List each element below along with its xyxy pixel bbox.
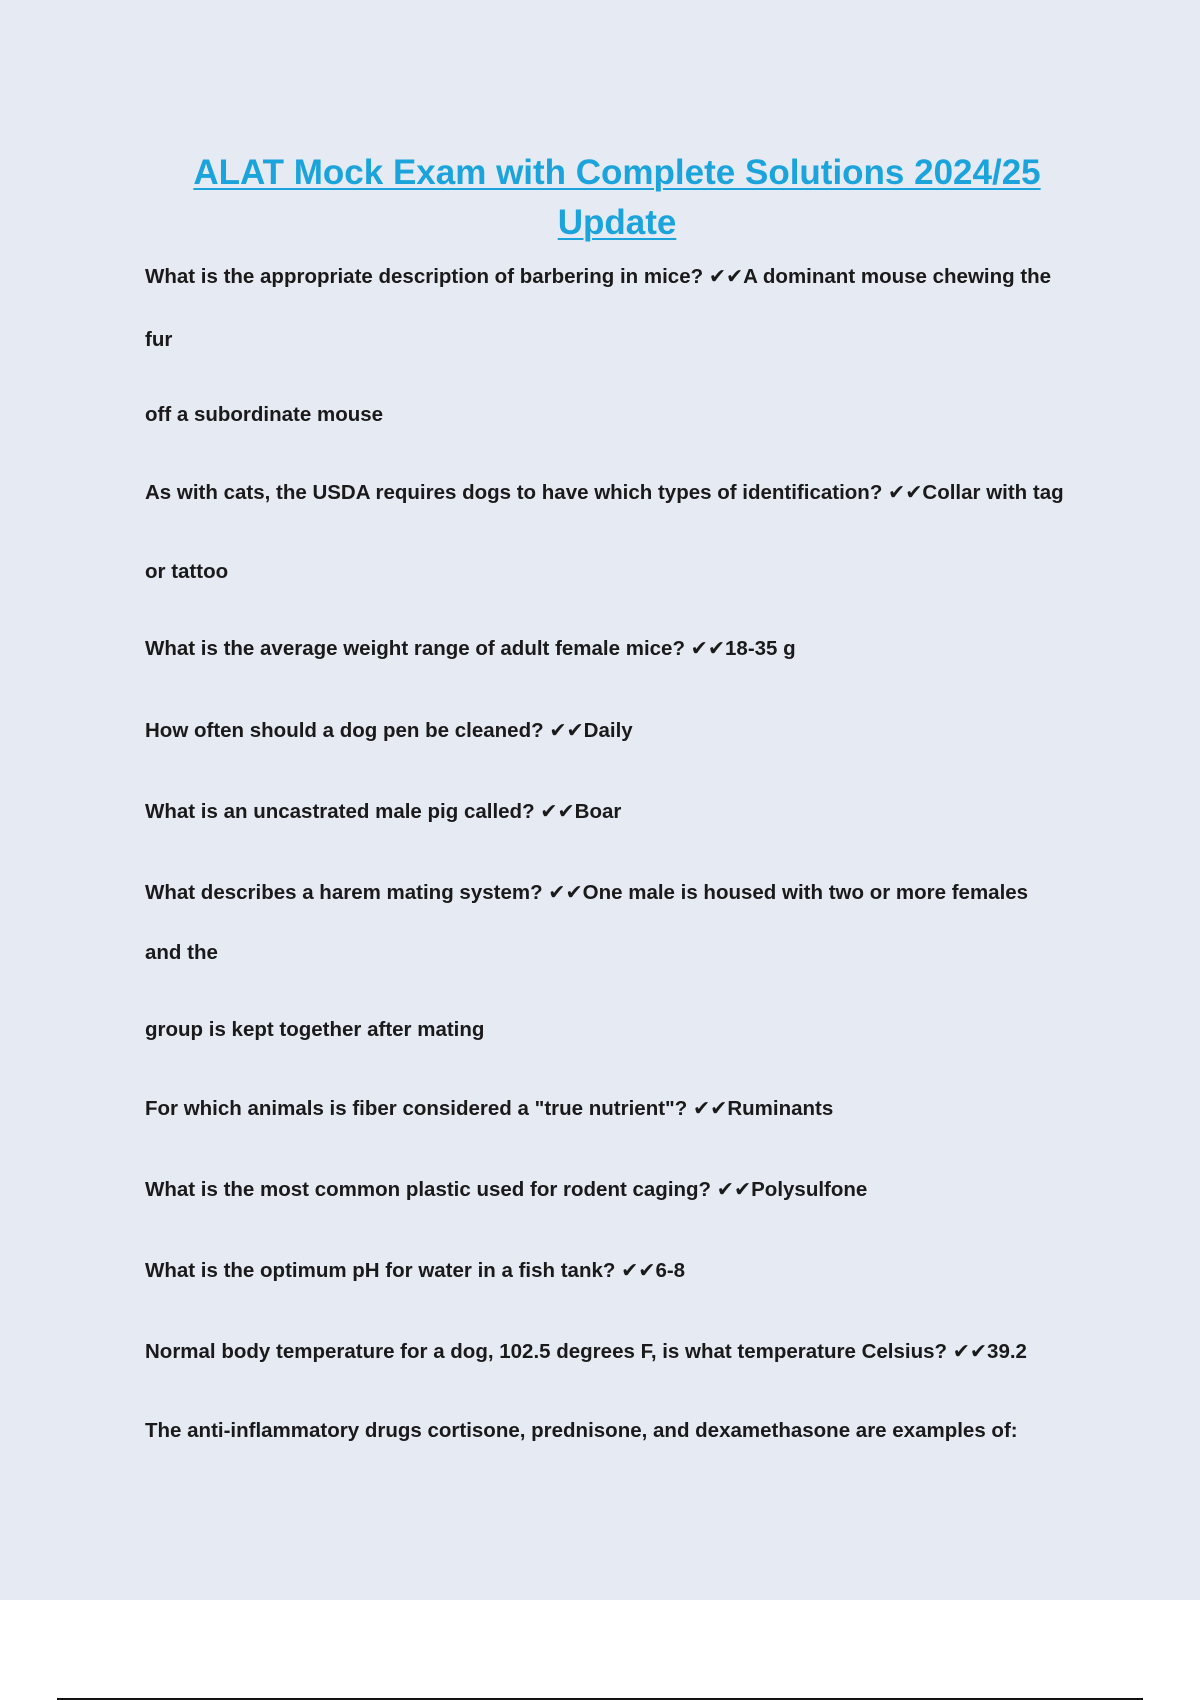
text-line: and the <box>145 941 218 964</box>
text-line: What is an uncastrated male pig called? ✔✔Boar <box>145 800 622 823</box>
document-title <box>0 148 1200 248</box>
text-line: What is the average weight range of adult female mice? ✔✔18-35 g <box>145 637 796 660</box>
title-line-1: ALAT Mock Exam with Complete Solutions 2024/25 <box>193 153 1041 192</box>
text-line: For which animals is fiber considered a "true nutrient"? ✔✔Ruminants <box>145 1097 834 1120</box>
text-line: fur <box>145 328 173 351</box>
text-line: Normal body temperature for a dog, 102.5 degrees F, is what temperature Celsius? ✔✔39.2 <box>145 1340 1027 1363</box>
text-line: or tattoo <box>145 560 229 583</box>
text-line: What is the appropriate description of barbering in mice? ✔✔A dominant mouse chewing the <box>145 265 1052 288</box>
text-line: off a subordinate mouse <box>145 403 384 426</box>
text-line: The anti-inflammatory drugs cortisone, prednisone, and dexamethasone are examples of: <box>145 1419 1018 1442</box>
text-line: What is the most common plastic used for rodent caging? ✔✔Polysulfone <box>145 1178 868 1201</box>
text-line: As with cats, the USDA requires dogs to have which types of identification? ✔✔Collar with tag <box>145 481 1064 504</box>
text-line: How often should a dog pen be cleaned? ✔✔Daily <box>145 719 633 742</box>
text-line: group is kept together after mating <box>145 1018 485 1041</box>
title-line-2: Update <box>557 203 677 242</box>
text-line: What describes a harem mating system? ✔✔One male is housed with two or more females <box>145 881 1029 904</box>
text-line: What is the optimum pH for water in a fish tank? ✔✔6-8 <box>145 1259 686 1282</box>
